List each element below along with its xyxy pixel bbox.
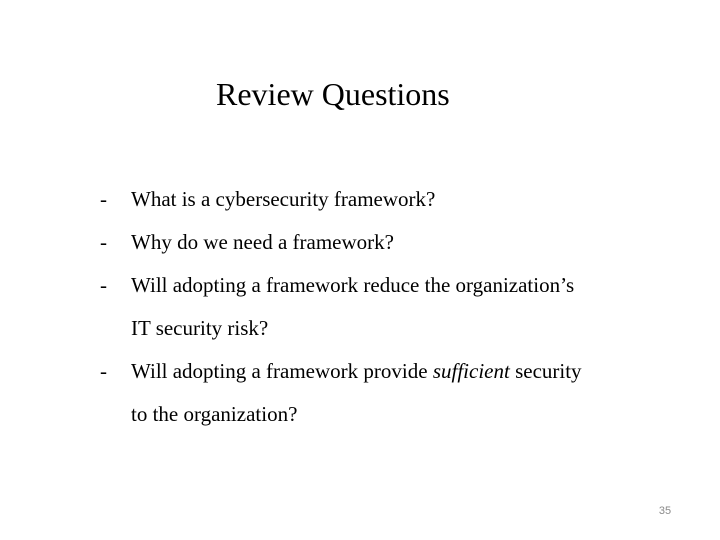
bullet-list <box>96 178 696 436</box>
bullet-text-line <box>131 307 696 350</box>
slide-title: Review Questions <box>216 76 450 112</box>
bullet-text-line <box>131 350 696 393</box>
bullet-text-line <box>131 221 696 264</box>
bullet-text: to the organization? <box>131 402 298 426</box>
bullet-dash: - <box>100 230 107 254</box>
bullet-dash: - <box>100 273 107 297</box>
list-item <box>96 221 696 264</box>
list-item <box>96 178 696 221</box>
bullet-text: What is a cybersecurity framework? <box>131 187 436 211</box>
bullet-text: Will adopting a framework provide <box>131 359 433 383</box>
bullet-text: security <box>509 359 582 383</box>
bullet-text-line <box>131 178 696 221</box>
emphasis-text: sufficient <box>432 359 510 383</box>
list-item <box>96 350 696 436</box>
bullet-dash: - <box>100 187 107 211</box>
bullet-text: Why do we need a framework? <box>131 230 394 254</box>
bullet-text: IT security risk? <box>131 316 269 340</box>
list-item <box>96 264 696 350</box>
bullet-text: Will adopting a framework reduce the organization’s <box>131 273 575 297</box>
page-number: 35 <box>658 505 672 517</box>
bullet-text-line <box>131 393 696 436</box>
bullet-text-line <box>131 264 696 307</box>
bullet-dash: - <box>100 359 107 383</box>
